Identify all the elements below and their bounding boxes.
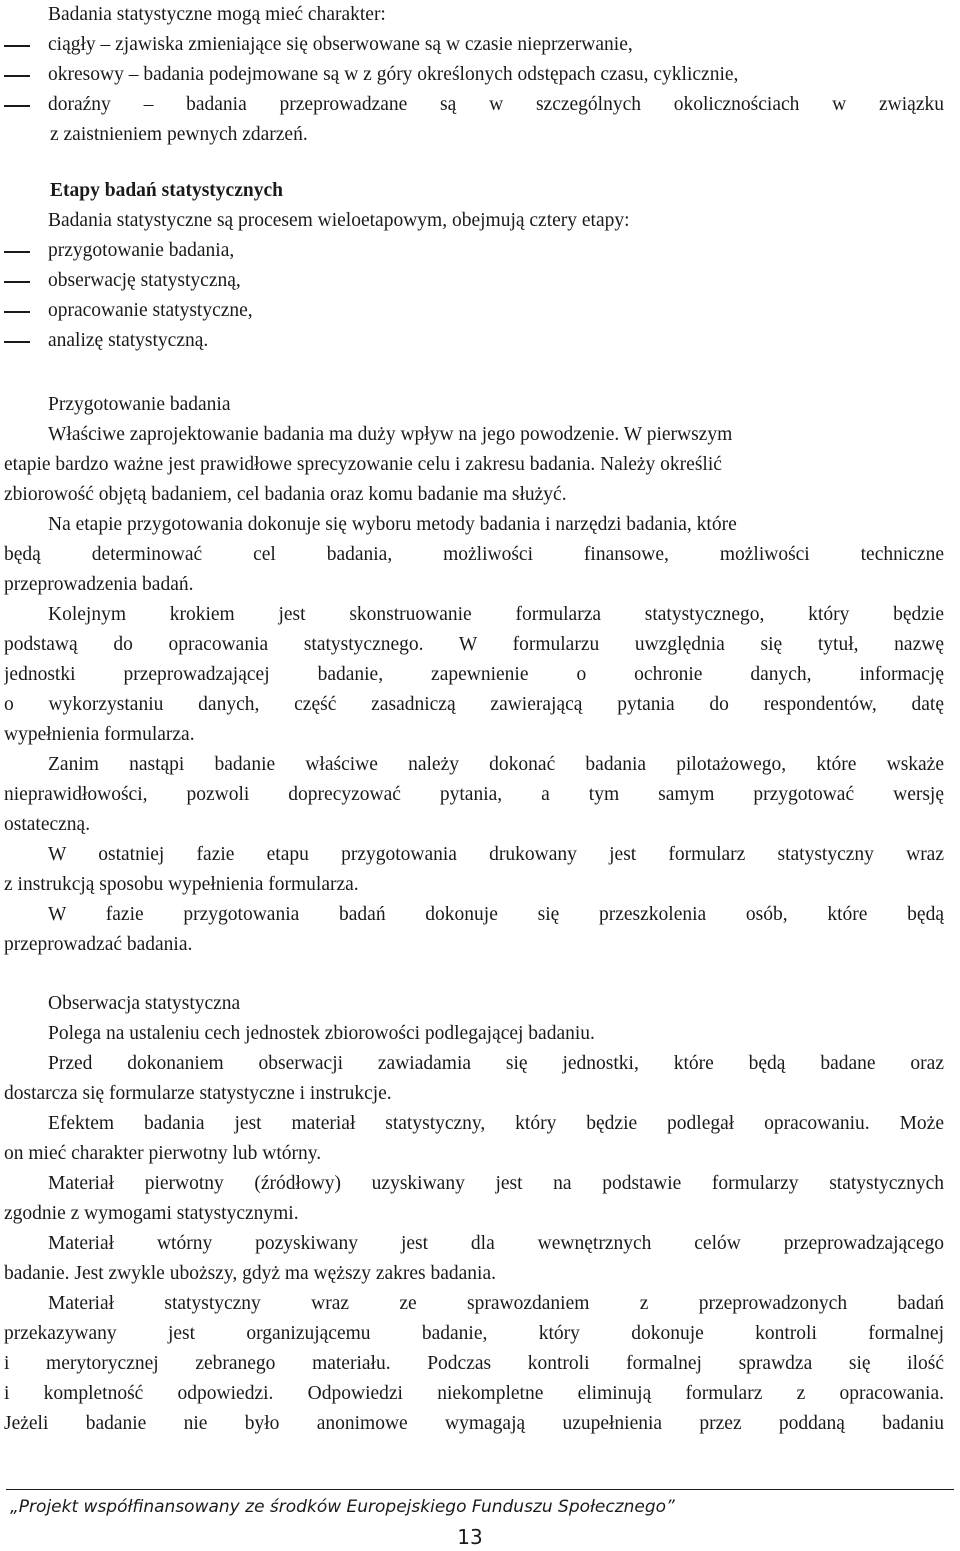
paragraph-line: i kompletność odpowiedzi. Odpowiedzi niekompletne eliminują formularz z opracowania. bbox=[4, 1383, 944, 1404]
list-item: ciągły – zjawiska zmieniające się obserwowane są w czasie nieprzerwanie, bbox=[48, 34, 633, 55]
dash-bullet bbox=[4, 326, 30, 356]
list-item: doraźny – badania przeprowadzane są w szczególnych okolicznościach w związku bbox=[48, 94, 944, 115]
paragraph-line: będą determinować cel badania, możliwości finansowe, możliwości techniczne bbox=[4, 544, 944, 565]
paragraph-line: podstawą do opracowania statystycznego. W formularzu uwzględnia się tytuł, nazwę bbox=[4, 634, 944, 655]
paragraph-line: W ostatniej fazie etapu przygotowania drukowany jest formularz statystyczny wraz bbox=[48, 844, 944, 865]
paragraph-line: Materiał pierwotny (źródłowy) uzyskiwany jest na podstawie formularzy statystycznych bbox=[48, 1173, 944, 1194]
paragraph-line: Materiał statystyczny wraz ze sprawozdaniem z przeprowadzonych badań bbox=[48, 1293, 944, 1314]
paragraph-line: Badania statystyczne są procesem wieloetapowym, obejmują cztery etapy: bbox=[48, 210, 630, 231]
section-heading: Etapy badań statystycznych bbox=[50, 180, 283, 201]
paragraph-line: on mieć charakter pierwotny lub wtórny. bbox=[4, 1143, 322, 1164]
paragraph-line: zgodnie z wymogami statystycznymi. bbox=[4, 1203, 299, 1224]
paragraph-line: Materiał wtórny pozyskiwany jest dla wewnętrznych celów przeprowadzającego bbox=[48, 1233, 944, 1254]
dash-bullet bbox=[4, 266, 30, 296]
paragraph-line: badanie. Jest zwykle uboższy, gdyż ma węższy zakres badania. bbox=[4, 1263, 496, 1284]
paragraph-line: dostarcza się formularze statystyczne i instrukcje. bbox=[4, 1083, 392, 1104]
dash-bullet bbox=[4, 296, 30, 326]
list-item: opracowanie statystyczne, bbox=[48, 300, 253, 321]
section1-intro: Badania statystyczne mogą mieć charakter: bbox=[48, 4, 386, 25]
dash-bullet bbox=[4, 90, 30, 120]
dash-bullet bbox=[4, 236, 30, 266]
list-item: przygotowanie badania, bbox=[48, 240, 235, 261]
paragraph-line: Polega na ustaleniu cech jednostek zbiorowości podlegającej badaniu. bbox=[48, 1023, 595, 1044]
paragraph-line: nieprawidłowości, pozwoli doprecyzować pytania, a tym samym przygotować wersję bbox=[4, 784, 944, 805]
paragraph-line: Właściwe zaprojektowanie badania ma duży wpływ na jego powodzenie. W pierwszym bbox=[48, 424, 733, 445]
paragraph-line: o wykorzystaniu danych, część zasadniczą zawierającą pytania do respondentów, datę bbox=[4, 694, 944, 715]
paragraph-line: wypełnienia formularza. bbox=[4, 724, 195, 745]
section-heading: Przygotowanie badania bbox=[48, 394, 231, 415]
paragraph-line: ostateczną. bbox=[4, 814, 91, 835]
paragraph-line: Zanim nastąpi badanie właściwe należy dokonać badania pilotażowego, które wskaże bbox=[48, 754, 944, 775]
footer-funding-note: „Projekt współfinansowany ze środków Europejskiego Funduszu Społecznego” bbox=[10, 1497, 675, 1517]
list-item: okresowy – badania podejmowane są w z góry określonych odstępach czasu, cyklicznie, bbox=[48, 64, 739, 85]
paragraph-line: z instrukcją sposobu wypełnienia formularza. bbox=[4, 874, 359, 895]
list-item-continuation: z zaistnieniem pewnych zdarzeń. bbox=[50, 124, 308, 145]
paragraph-line: przeprowadzać badania. bbox=[4, 934, 193, 955]
paragraph-line: zbiorowość objętą badaniem, cel badania oraz komu badanie ma służyć. bbox=[4, 484, 567, 505]
dash-bullet bbox=[4, 30, 30, 60]
dash-bullet bbox=[4, 60, 30, 90]
section-heading: Obserwacja statystyczna bbox=[48, 993, 241, 1014]
paragraph-line: Jeżeli badanie nie było anonimowe wymagają uzupełnienia przez poddaną badaniu bbox=[4, 1413, 944, 1434]
paragraph-line: etapie bardzo ważne jest prawidłowe sprecyzowanie celu i zakresu badania. Należy określić bbox=[4, 454, 722, 475]
list-item: obserwację statystyczną, bbox=[48, 270, 241, 291]
paragraph-line: W fazie przygotowania badań dokonuje się przeszkolenia osób, które będą bbox=[48, 904, 944, 925]
paragraph-line: jednostki przeprowadzającej badanie, zapewnienie o ochronie danych, informację bbox=[4, 664, 944, 685]
list-item: analizę statystyczną. bbox=[48, 330, 209, 351]
footer-divider bbox=[6, 1489, 954, 1490]
paragraph-line: Efektem badania jest materiał statystyczny, który będzie podlegał opracowaniu. Może bbox=[48, 1113, 944, 1134]
paragraph-line: Kolejnym krokiem jest skonstruowanie formularza statystycznego, który będzie bbox=[48, 604, 944, 625]
paragraph-line: przekazywany jest organizującemu badanie, który dokonuje kontroli formalnej bbox=[4, 1323, 944, 1344]
paragraph-line: przeprowadzenia badań. bbox=[4, 574, 194, 595]
page-number: 13 bbox=[457, 1525, 483, 1549]
paragraph-line: Przed dokonaniem obserwacji zawiadamia się jednostki, które będą badane oraz bbox=[48, 1053, 944, 1074]
paragraph-line: i merytorycznej zebranego materiału. Podczas kontroli formalnej sprawdza się ilość bbox=[4, 1353, 944, 1374]
paragraph-line: Na etapie przygotowania dokonuje się wyboru metody badania i narzędzi badania, które bbox=[48, 514, 737, 535]
